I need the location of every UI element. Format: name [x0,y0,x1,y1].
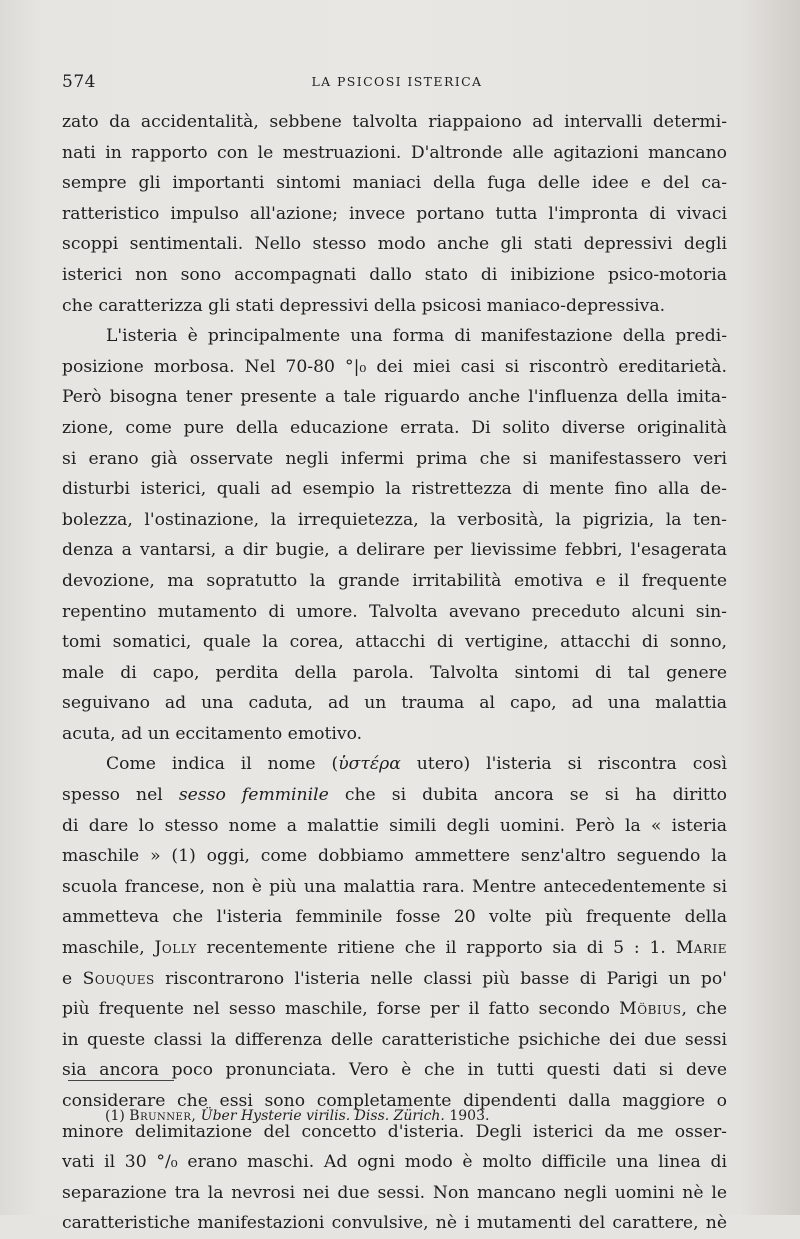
paragraph-start-line: Come indica il nome (ὑστέρα utero) l'isteria si riscontra così [106,754,727,775]
text-line: scuola francese, non è più una malattia rara. Mentre antecedentemente si [62,876,727,897]
running-head: LA PSICOSI ISTERICA [311,74,483,89]
text-line: considerare che essi sono completamente dipendenti dalla maggiore o [62,1091,727,1111]
text-line: acuta, ad un eccitamento emotivo. [62,723,363,744]
page-header [62,72,732,96]
footnote-title: Über Hysterie virilis. Diss. Zürich. [200,1108,445,1124]
text-line: si erano già osservate negli infermi prima che si manifestassero veri [62,448,727,469]
text-line: spesso nel sesso femminile che si dubita ancora se si ha diritto [62,785,727,806]
text-line: disturbi isterici, quali ad esempio la ristrettezza di mente fino alla de- [62,479,727,500]
text-line: isterici non sono accompagnati dallo stato di inibizione psico-motoria [62,264,727,285]
text-line: nati in rapporto con le mestruazioni. D'altronde alle agitazioni mancano [62,142,727,163]
text-line: tomi somatici, quale la corea, attacchi di vertigine, attacchi di sonno, [62,632,727,653]
text-line: più frequente nel sesso maschile, forse per il fatto secondo Möbius, che [62,999,727,1020]
text-line: zione, come pure della educazione errata. Di solito diverse originalità [62,417,727,438]
footnote-author: Brunner, [129,1108,197,1124]
author-name: Marie [675,938,727,959]
text-line: bolezza, l'ostinazione, la irrequietezza, la verbosità, la pigrizia, la ten- [62,509,727,530]
text-line: maschile » (1) oggi, come dobbiamo ammettere senz'altro seguendo la [62,846,727,867]
footnote-divider [68,1080,174,1081]
text-line: che caratterizza gli stati depressivi della psicosi maniaco-depressiva. [62,295,666,316]
text-line: di dare lo stesso nome a malattie simili degli uomini. Però la « isteria [62,815,727,836]
footnote [105,1108,489,1124]
text-line: sempre gli importanti sintomi maniaci della fuga delle idee e del ca- [62,173,727,194]
text-line: sia ancora poco pronunciata. Vero è che in tutti questi dati si deve [62,1060,727,1081]
footnote-marker: (1) [105,1108,125,1124]
text-line: Però bisogna tener presente a tale riguardo anche l'influenza della imita- [62,387,727,408]
italic-phrase: sesso femminile [178,785,329,806]
text-line: minore delimitazione del concetto d'isteria. Degli isterici da me osser- [62,1121,727,1142]
text-line: e Souques riscontrarono l'isteria nelle classi più basse di Parigi un po' [62,968,727,989]
text-line: ammetteva che l'isteria femminile fosse 20 volte più frequente della [62,907,727,928]
author-name: Souques [82,968,155,989]
page-number: 574 [62,72,96,92]
text-line: male di capo, perdita della parola. Talvolta sintomi di tal genere [62,662,727,683]
paragraph-start-line: L'isteria è principalmente una forma di manifestazione della predi- [106,326,727,347]
greek-word: ὑστέρα [338,754,401,775]
body-text [62,107,727,1239]
text-line: posizione morbosa. Nel 70-80 °|₀ dei miei casi si riscontrò ereditarietà. [62,356,727,377]
text-line: ratteristico impulso all'azione; invece portano tutta l'impronta di vivaci [62,203,727,224]
text-line: devozione, ma sopratutto la grande irritabilità emotiva e il frequente [62,570,727,591]
text-line: separazione tra la nevrosi nei due sessi. Non mancano negli uomini nè le [62,1182,727,1203]
author-name: Jolly [154,938,197,959]
text-line: zato da accidentalità, sebbene talvolta riappaiono ad intervalli determi- [62,112,727,132]
text-line: caratteristiche manifestazioni convulsive, nè i mutamenti del carattere, nè [62,1213,727,1234]
footnote-year: 1903. [449,1108,490,1124]
text-line: scoppi sentimentali. Nello stesso modo anche gli stati depressivi degli [62,234,727,255]
text-line: denza a vantarsi, a dir bugie, a delirare per lievissime febbri, l'esagerata [62,540,727,561]
text-line: repentino mutamento di umore. Talvolta avevano preceduto alcuni sin- [62,601,727,622]
text-line: seguivano ad una caduta, ad un trauma al capo, ad una malattia [62,693,727,714]
text-line: maschile, Jolly recentemente ritiene che il rapporto sia di 5 : 1. Marie [62,938,727,959]
author-name: Möbius [619,999,682,1020]
text-line: in queste classi la differenza delle caratteristiche psichiche dei due sessi [62,1029,727,1050]
text-line: vati il 30 °/₀ erano maschi. Ad ogni modo è molto difficile una linea di [62,1152,727,1173]
